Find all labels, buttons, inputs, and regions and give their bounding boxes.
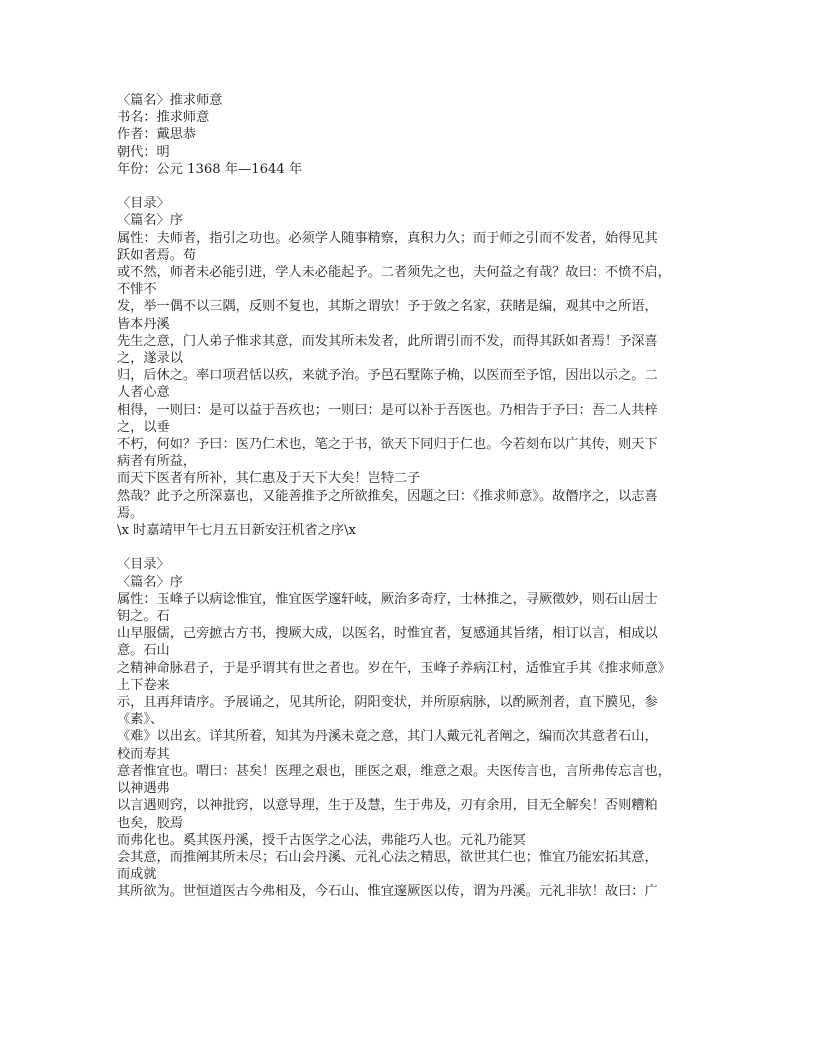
body-line: 皆本丹溪 [117,316,170,332]
body-line: 跃如者焉。苟 [117,247,197,263]
body-line: 《难》以出玄。详其所着，知其为丹溪未竟之意，其门人戴元礼者阐之，编而次其意者石山， [117,729,658,745]
body-line: 也矣，胶焉 [117,815,183,831]
body-line: 意。石山 [117,643,170,659]
section-gap [117,178,703,195]
body-line: 相得，一则曰：是可以益于吾疚也；一则曰：是可以补于吾医也。乃相告于予曰：吾二人共梓 [117,402,658,418]
body-line: 之，遂录以 [117,351,183,367]
section-preface-2 [117,556,703,900]
body-line: 然哉？此予之所深嘉也，又能善推予之所欲推矣，因题之曰：《推求师意》。故僭序之，以志喜 [117,488,658,504]
body-line: 病者有所益， [117,454,197,470]
body-line: 钥之。石 [117,609,170,625]
body-line: 《素》、 [117,712,164,728]
body-line: 之精神命脉君子，于是乎谓其有世之者也。岁在午，玉峰子养病江村，适惟宜手其《推求师意》 [117,660,671,676]
document-text-body [117,92,703,901]
body-line: 属性：夫师者，指引之功也。必须学人随事精察，真积力久；而于师之引而不发者，始得见其 [117,230,658,246]
篇名-title-line: 〈篇名〉推求师意 [117,93,223,108]
body-line: 意者惟宜也。喟曰：甚矣！医理之艰也，匪医之艰，维意之艰。夫医传言也，言所弗传忘言也， [117,763,671,779]
body-line: 山早服儒，己旁摭古方书，搜厥大成，以医名，时惟宜者，复感通其旨绪，相订以言，相成以 [117,626,658,642]
body-line: 以言遇则窍，以神批窍，以意导理，生于及慧，生于弗及，刃有余用，目无全解矣！否则糟粕 [117,798,658,814]
body-line: 不朽，何如？予曰：医乃仁术也，笔之于书，欲天下同归于仁也。今若刻布以广其传，则天下 [117,437,658,453]
body-line: 人者心意 [117,385,170,401]
body-line: 会其意，而推阐其所未尽；石山会丹溪、元礼心法之精思，欲世其仁也；惟宜乃能宏拓其意， [117,849,658,865]
year-line: 年份：公元 1368 年—1644 年 [117,161,303,177]
body-line: 先生之意，门人弟子惟求其意，而发其所未发者，此所谓引而不发，而得其跃如者焉！予深喜 [117,333,658,349]
book-title-line: 书名：推求师意 [117,110,210,126]
chapter-marker: 〈篇名〉序 [117,213,183,229]
body-line: 以神遇弗 [117,781,170,797]
body-line: 而弗化也。奚其医丹溪，授千古医学之心法，弗能巧人也。元礼乃能冥 [117,832,526,848]
body-line: 校而寿其 [117,746,170,762]
dynasty-line: 朝代：明 [117,144,170,160]
body-line: 归，后休之。率口项君恬以疚，来就予治。予邑石墅陈子桷，以医而至予馆，因出以示之。二 [117,368,658,384]
body-line: 或不然，师者未必能引进，学人未必能起予。二者须先之也，夫何益之有哉？故曰：不愤不启， [117,265,671,281]
chapter-marker: 〈篇名〉序 [117,574,183,590]
colophon-line: \x 时嘉靖甲午七月五日新安汪机省之序\x [117,523,356,539]
author-line: 作者：戴思恭 [117,127,197,143]
body-line: 而成就 [117,867,157,883]
body-line: 不悱不 [117,282,157,298]
toc-marker: 〈目录〉 [117,196,170,212]
toc-marker: 〈目录〉 [117,557,170,573]
body-line: 其所欲为。世恒道医古今弗相及，今石山、惟宜邃厥医以传，谓为丹溪。元礼非欤！故曰：广 [117,884,658,900]
body-line: 上下卷来 [117,677,170,693]
body-line: 焉。 [117,505,144,521]
body-line: 发，举一偶不以三隅，反则不复也，其斯之谓欤！予于敛之名家，获睹是编，观其中之所语， [117,299,658,315]
body-line: 示，且再拜请序。予展诵之，见其所论，阴阳变状，并所原病脉，以酌厥剂者，直下膜见，参 [117,695,658,711]
body-line: 而天下医者有所补，其仁惠及于天下大矣！岂特二子 [117,471,421,487]
section-gap [117,539,703,556]
body-line: 之，以垂 [117,419,170,435]
section-preface-1 [117,195,703,539]
body-line: 属性：玉峰子以病谂惟宜，惟宜医学邃轩岐，厥治多奇疗，士林推之，寻厥徵妙，则石山居士 [117,591,658,607]
